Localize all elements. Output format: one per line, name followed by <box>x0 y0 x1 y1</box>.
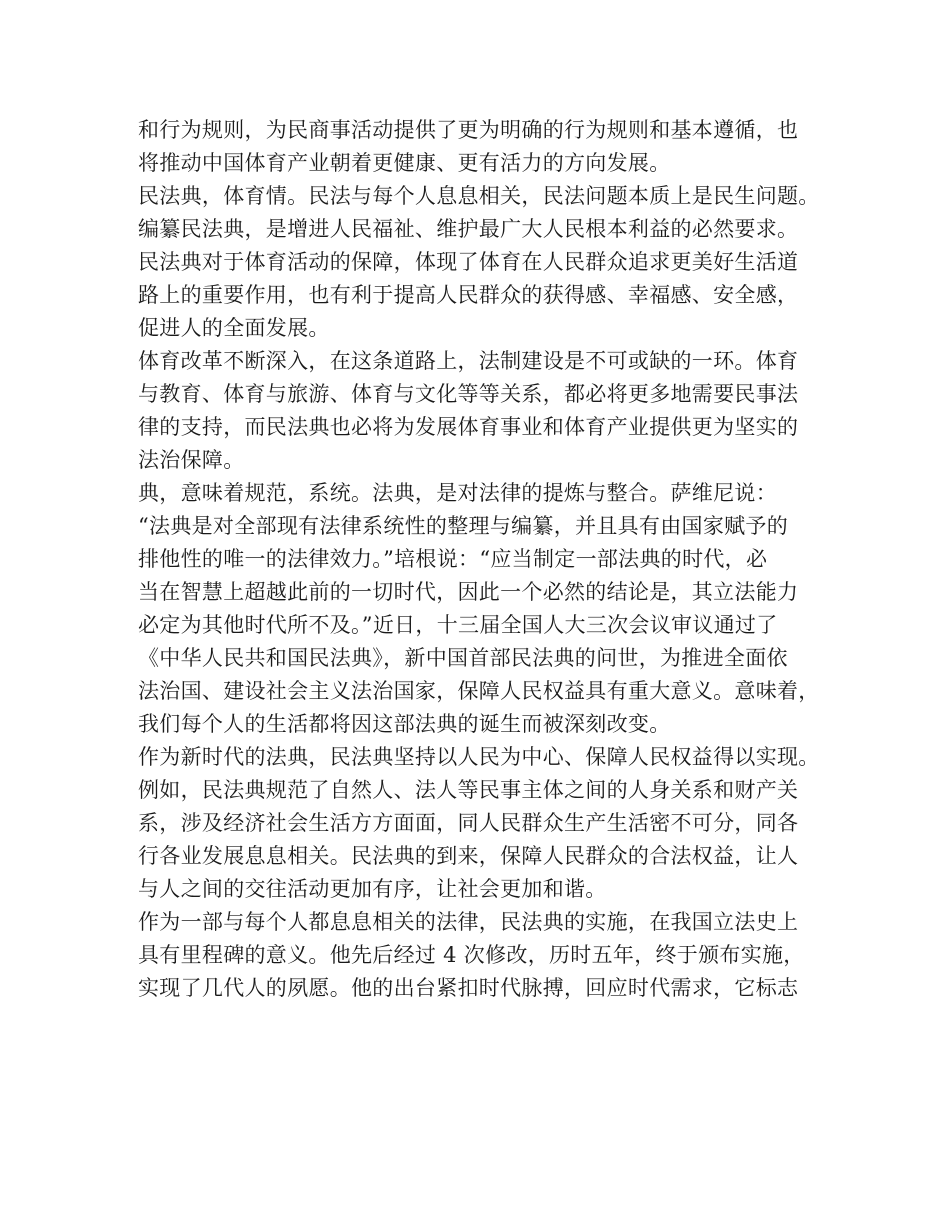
text-line: 法治保障。 <box>138 448 245 472</box>
text-line: 和行为规则，为民商事活动提供了更为明确的行为规则和基本遵循，也 <box>138 118 799 142</box>
text-line: 促进人的全面发展。 <box>138 316 330 340</box>
text-line: 作为新时代的法典，民法典坚持以人民为中心、保障人民权益得以实现。 <box>138 745 820 769</box>
text-line: 我们每个人的生活都将因这部法典的诞生而被深刻改变。 <box>138 712 671 736</box>
text-line: 《中华人民共和国民法典》，新中国首部民法典的问世，为推进全面依 <box>138 646 788 670</box>
text-line: 路上的重要作用，也有利于提高人民群众的获得感、幸福感、安全感， <box>138 283 799 307</box>
document-page <box>138 114 828 1005</box>
text-line: 例如，民法典规范了自然人、法人等民事主体之间的人身关系和财产关 <box>138 778 799 802</box>
text-line: 系，涉及经济社会生活方方面面，同人民群众生产生活密不可分，同各 <box>138 811 799 835</box>
text-line: 行各业发展息息相关。民法典的到来，保障人民群众的合法权益，让人 <box>138 844 799 868</box>
text-line: 当在智慧上超越此前的一切时代，因此一个必然的结论是，其立法能力 <box>138 580 799 604</box>
text-line: 典，意味着规范，系统。法典，是对法律的提炼与整合。萨维尼说： <box>138 481 777 505</box>
text-line: “法典是对全部现有法律系统性的整理与编纂，并且具有由国家赋予的 <box>138 514 789 538</box>
text-line: 将推动中国体育产业朝着更健康、更有活力的方向发展。 <box>138 151 671 175</box>
text-line: 与人之间的交往活动更加有序，让社会更加和谐。 <box>138 877 607 901</box>
text-line: 作为一部与每个人都息息相关的法律，民法典的实施，在我国立法史上 <box>138 910 799 934</box>
text-line: 民法典对于体育活动的保障，体现了体育在人民群众追求更美好生活道 <box>138 250 799 274</box>
text-line: 民法典，体育情。民法与每个人息息相关，民法问题本质上是民生问题。 <box>138 184 820 208</box>
text-line: 具有里程碑的意义。他先后经过 4 次修改，历时五年，终于颁布实施， <box>138 943 805 967</box>
text-line: 实现了几代人的夙愿。他的出台紧扣时代脉搏，回应时代需求，它标志 <box>138 976 799 1000</box>
text-line: 与教育、体育与旅游、体育与文化等等关系，都必将更多地需要民事法 <box>138 382 799 406</box>
text-line: 必定为其他时代所不及。”近日，十三届全国人大三次会议审议通过了 <box>138 613 778 637</box>
text-line: 律的支持，而民法典也必将为发展体育事业和体育产业提供更为坚实的 <box>138 415 799 439</box>
text-line: 法治国、建设社会主义法治国家，保障人民权益具有重大意义。意味着， <box>138 679 820 703</box>
text-line: 体育改革不断深入，在这条道路上，法制建设是不可或缺的一环。体育 <box>138 349 799 373</box>
text-line: 编纂民法典，是增进人民福祉、维护最广大人民根本利益的必然要求。 <box>138 217 799 241</box>
text-line: 排他性的唯一的法律效力。”培根说：“应当制定一部法典的时代，必 <box>138 547 768 571</box>
